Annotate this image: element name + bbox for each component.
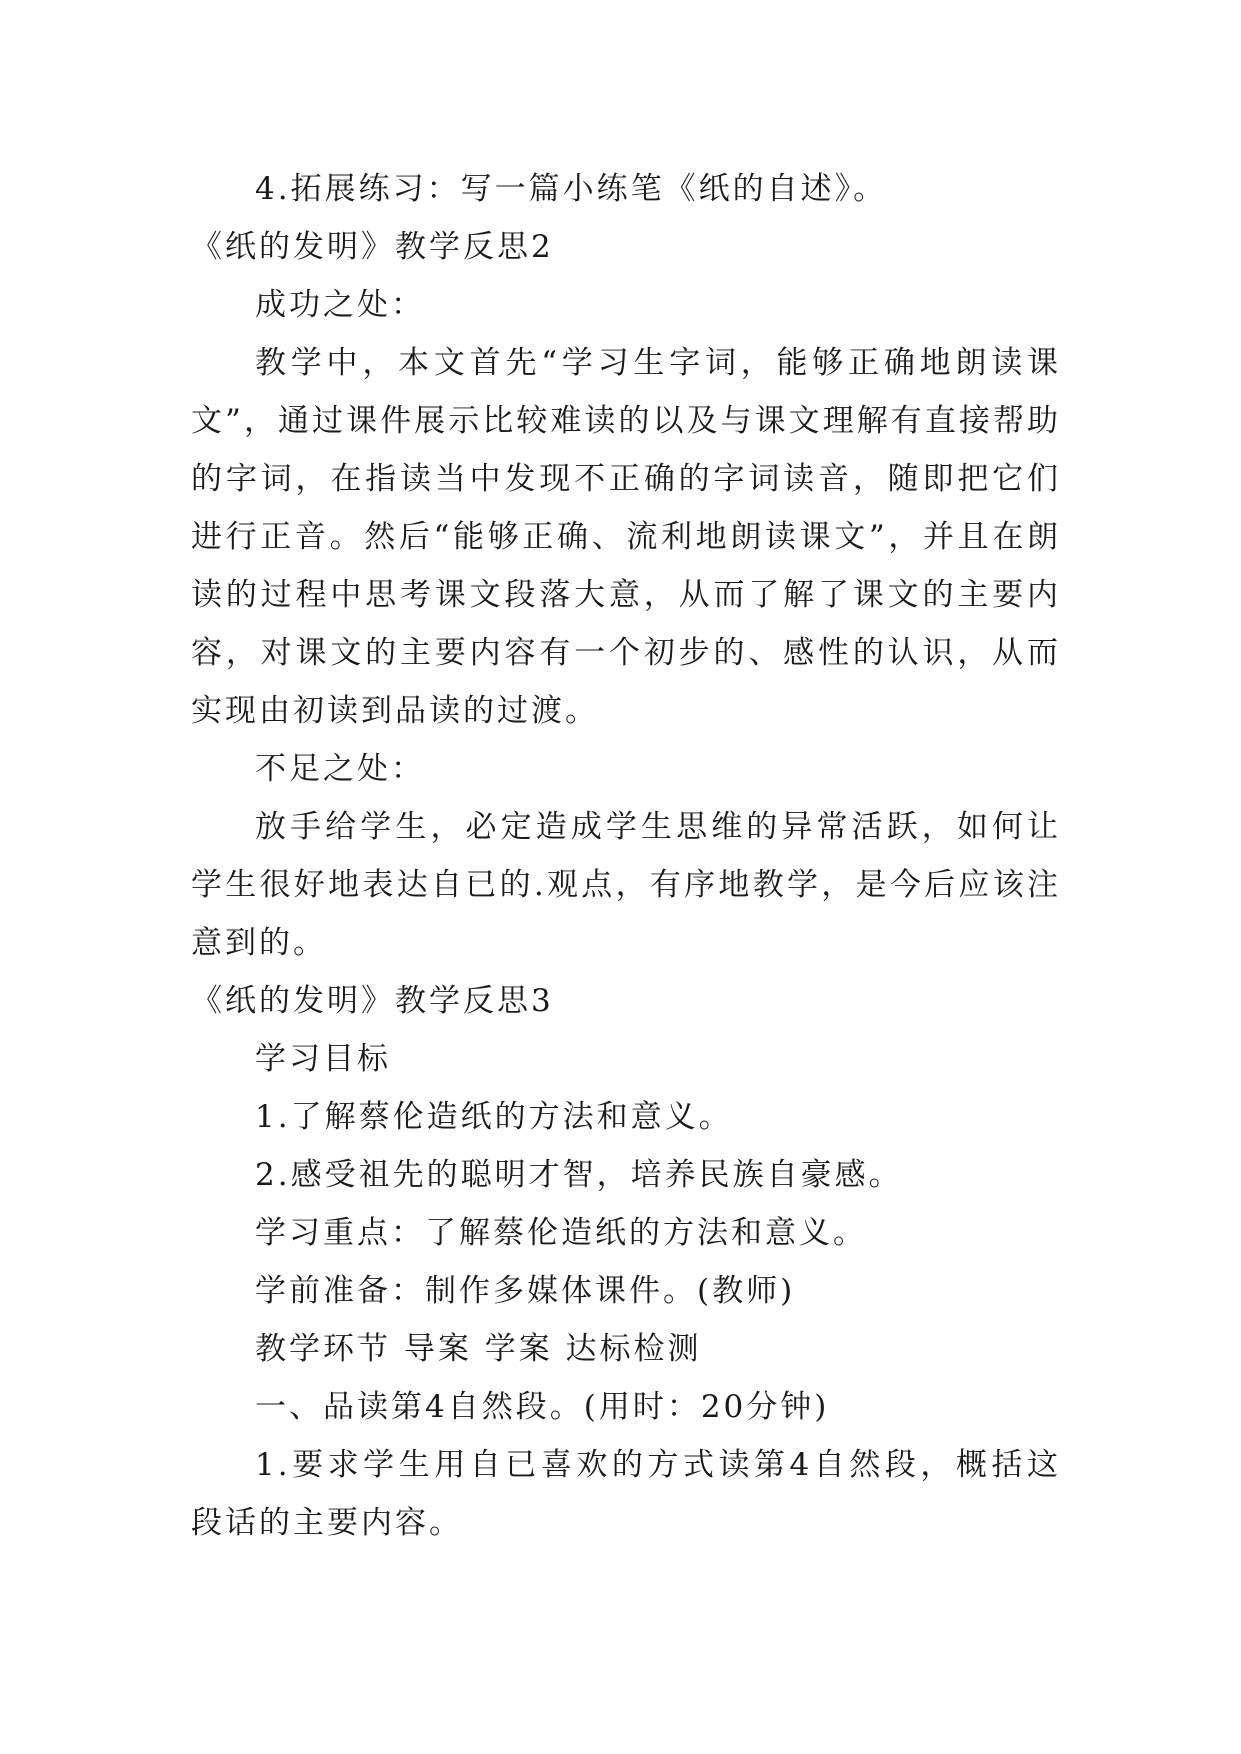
paragraph-learning-goals-label: 学习目标 xyxy=(255,1041,391,1077)
paragraph-successes-body: 教学中，本文首先“学习生字词，能够正确地朗读课文”，通过课件展示比较难读的以及与课文理解有直接帮助的字词，在指读当中发现不正确的字词读音，随即把它们进行正音。然后“能够正确、流利地朗读课文”，并且在朗读的过程中思考课文段落大意，从而了解了课文的主要内容，对课文的主要内容有一个初步的、感性的认识，从而实现由初读到品读的过渡。 xyxy=(191,345,1061,729)
paragraph-teaching-stages: 教学环节 导案 学案 达标检测 xyxy=(255,1331,702,1367)
paragraph-step-1: 1.要求学生用自已喜欢的方式读第4自然段，概括这段话的主要内容。 xyxy=(191,1447,1061,1541)
section-heading-reflection-3: 《纸的发明》教学反思3 xyxy=(191,983,554,1019)
paragraph-goal-2: 2.感受祖先的聪明才智，培养民族自豪感。 xyxy=(255,1157,903,1193)
paragraph-key-point: 学习重点：了解蔡伦造纸的方法和意义。 xyxy=(255,1215,867,1251)
paragraph-shortcomings-label: 不足之处： xyxy=(255,751,425,787)
paragraph-preparation: 学前准备：制作多媒体课件。(教师) xyxy=(255,1273,796,1309)
paragraph-section-one: 一、品读第4自然段。(用时：20分钟) xyxy=(255,1389,830,1425)
paragraph-successes-label: 成功之处： xyxy=(255,287,425,323)
paragraph-shortcomings-body: 放手给学生，必定造成学生思维的异常活跃，如何让学生很好地表达自已的.观点，有序地教学，是今后应该注意到的。 xyxy=(191,809,1061,961)
paragraph-extension-exercise: 4.拓展练习：写一篇小练笔《纸的自述》。 xyxy=(255,171,888,207)
document-body xyxy=(191,160,1061,1552)
paragraph-goal-1: 1.了解蔡伦造纸的方法和意义。 xyxy=(255,1099,733,1135)
section-heading-reflection-2: 《纸的发明》教学反思2 xyxy=(191,229,554,265)
